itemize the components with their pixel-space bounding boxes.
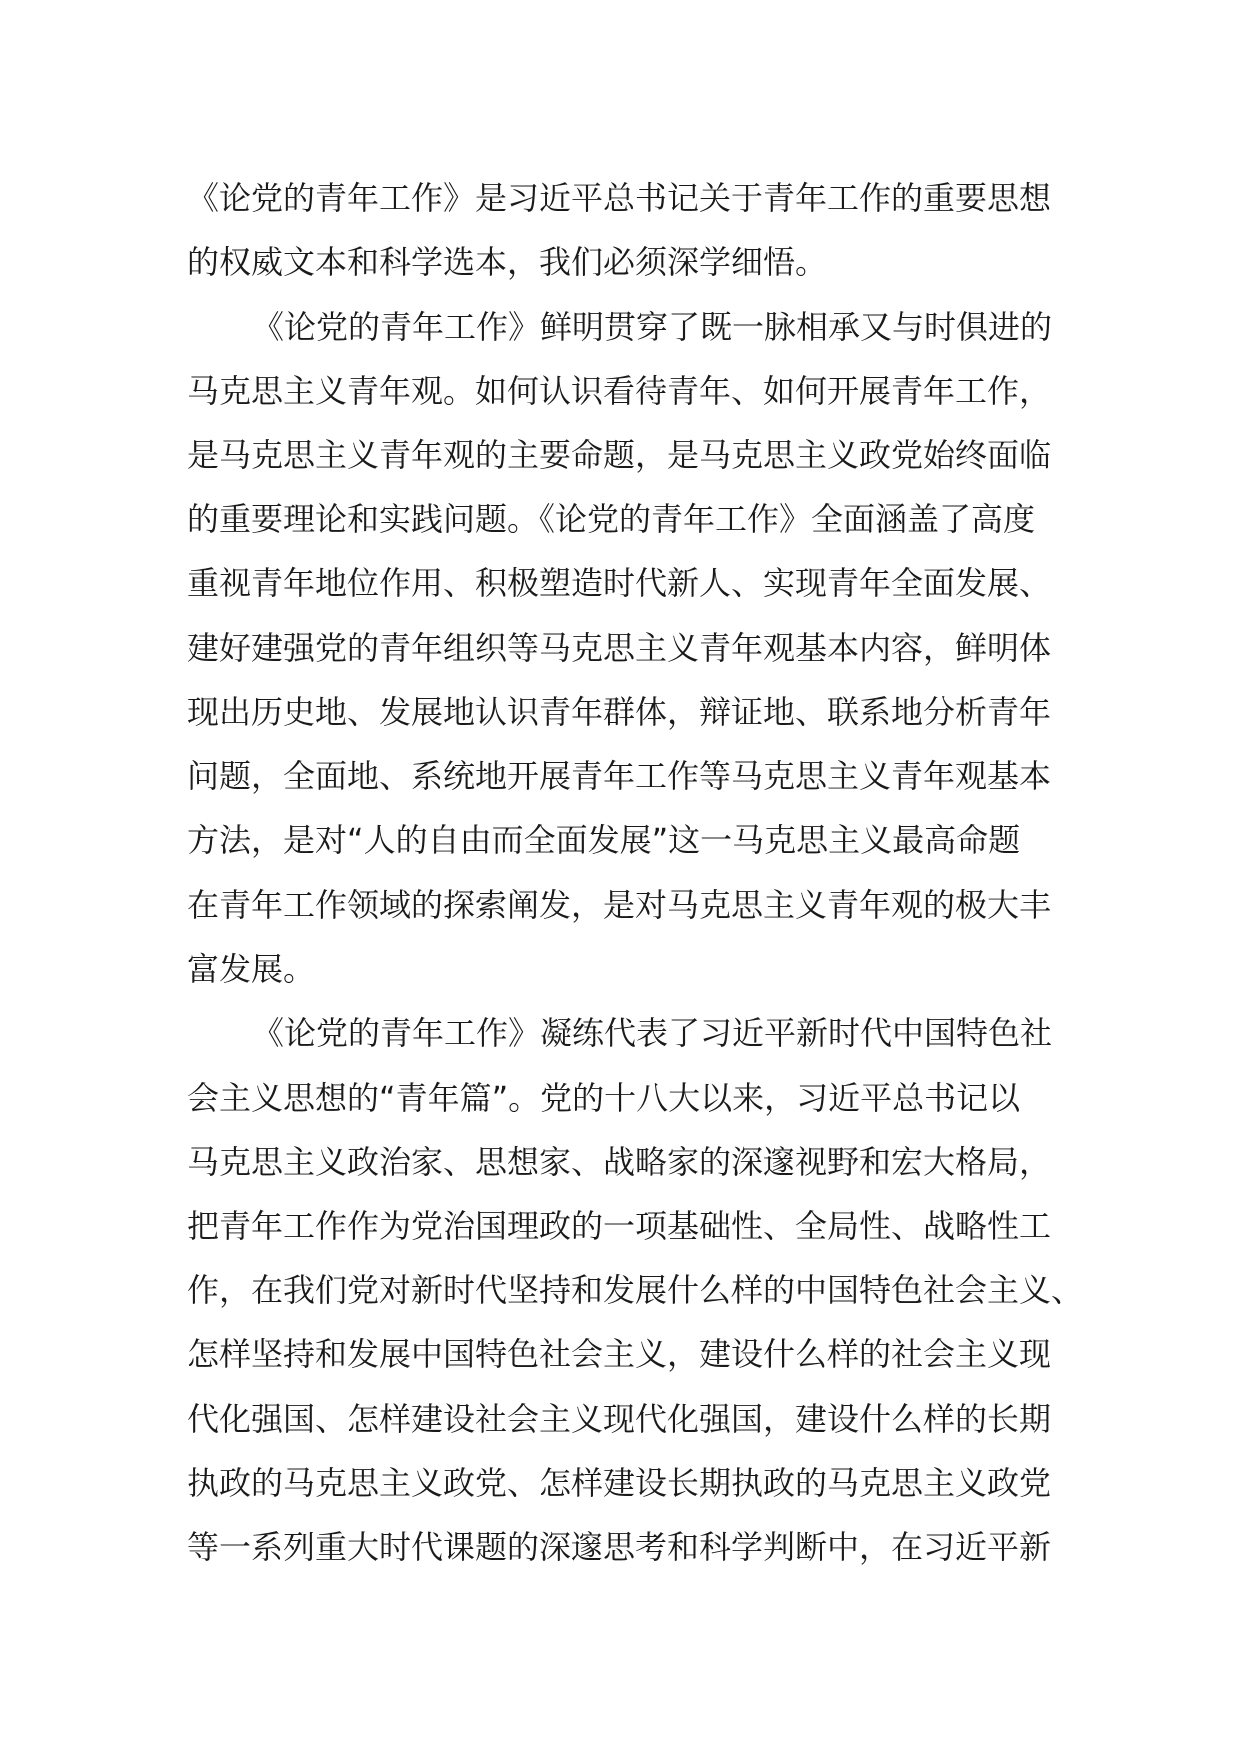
text-line: 把青年工作作为党治国理政的一项基础性、全局性、战略性工	[187, 1207, 1052, 1245]
text-line: 现出历史地、发展地认识青年群体，辩证地、联系地分析青年	[187, 693, 1052, 731]
text-line: 马克思主义青年观。如何认识看待青年、如何开展青年工作，	[187, 372, 1052, 410]
text-line: 怎样坚持和发展中国特色社会主义，建设什么样的社会主义现	[187, 1335, 1052, 1373]
paragraph-first-line: 《论党的青年工作》凝练代表了习近平新时代中国特色社	[252, 1014, 1053, 1052]
text-line: 的权威文本和科学选本，我们必须深学细悟。	[187, 243, 828, 281]
paragraph-first-line: 《论党的青年工作》鲜明贯穿了既一脉相承又与时俱进的	[252, 308, 1053, 346]
text-line: 代化强国、怎样建设社会主义现代化强国，建设什么样的长期	[187, 1400, 1052, 1438]
text-line: 在青年工作领域的探索阐发，是对马克思主义青年观的极大丰	[187, 886, 1052, 924]
text-line: 建好建强党的青年组织等马克思主义青年观基本内容，鲜明体	[187, 629, 1052, 667]
text-line: 是马克思主义青年观的主要命题，是马克思主义政党始终面临	[187, 436, 1052, 474]
text-line: 方法，是对“人的自由而全面发展”这一马克思主义最高命题	[187, 821, 1021, 859]
text-line: 问题，全面地、系统地开展青年工作等马克思主义青年观基本	[187, 757, 1052, 795]
text-line: 马克思主义政治家、思想家、战略家的深邃视野和宏大格局，	[187, 1143, 1052, 1181]
text-line: 等一系列重大时代课题的深邃思考和科学判断中，在习近平新	[187, 1528, 1052, 1566]
text-line: 作，在我们党对新时代坚持和发展什么样的中国特色社会主义、	[187, 1271, 1084, 1309]
text-line: 执政的马克思主义政党、怎样建设长期执政的马克思主义政党	[187, 1464, 1052, 1502]
text-line: 的重要理论和实践问题。《论党的青年工作》全面涵盖了高度	[187, 500, 1036, 538]
text-line: 《论党的青年工作》是习近平总书记关于青年工作的重要思想	[187, 179, 1052, 217]
text-line: 重视青年地位作用、积极塑造时代新人、实现青年全面发展、	[187, 564, 1052, 602]
text-line: 会主义思想的“青年篇”。党的十八大以来，习近平总书记以	[187, 1079, 1021, 1117]
text-line: 富发展。	[187, 950, 316, 988]
